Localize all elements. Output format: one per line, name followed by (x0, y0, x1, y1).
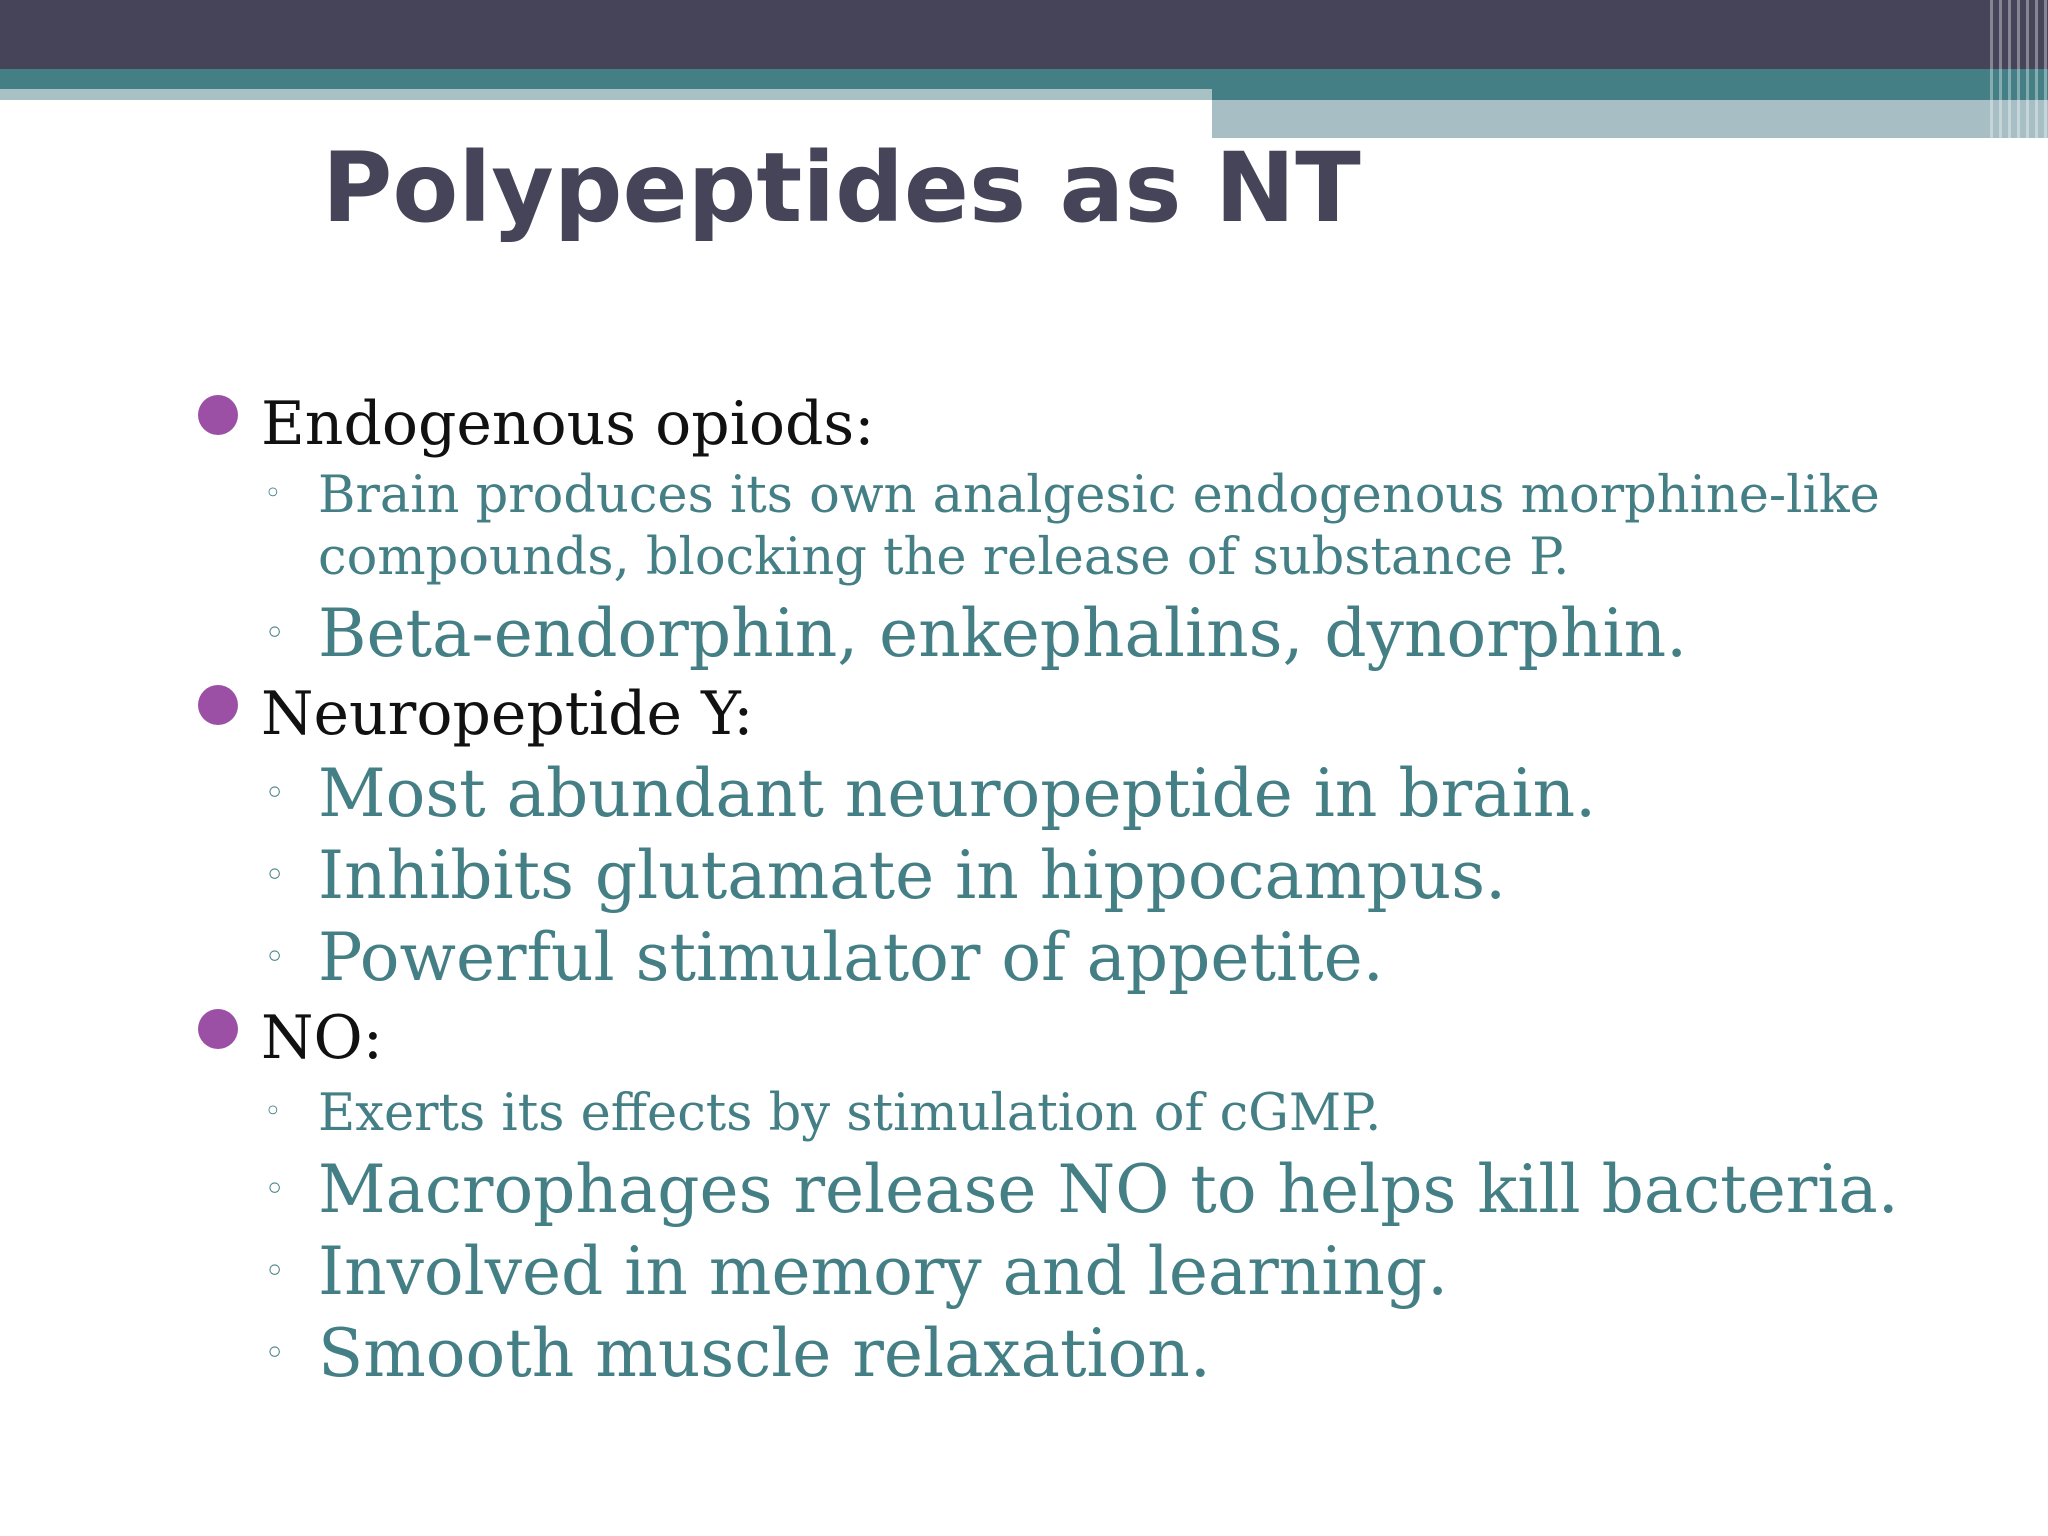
hollow-bullet-icon: ◦ (264, 1094, 282, 1129)
hollow-bullet-icon: ◦ (264, 773, 286, 814)
header-band-light-left (0, 89, 1212, 100)
sub-bullet-text: Involved in memory and learning. (318, 1233, 1449, 1310)
bullet-dot-icon (198, 685, 238, 725)
sub-bullet-text: Beta-endorphin, enkephalins, dynorphin. (318, 595, 1688, 672)
sub-bullet (196, 835, 1956, 917)
sub-bullet-text: Powerful stimulator of appetite. (318, 919, 1384, 996)
bullet-heading: Neuropeptide Y: (261, 679, 754, 749)
sub-bullet (196, 465, 1956, 589)
bullet-dot-icon (198, 1009, 238, 1049)
bullet-heading: Endogenous opiods: (261, 389, 875, 459)
sub-bullet-text: Most abundant neuropeptide in brain. (318, 755, 1597, 832)
bullet-neuropeptide-y (196, 675, 1956, 753)
header-edge-stripes (1984, 0, 2048, 138)
hollow-bullet-icon: ◦ (264, 1333, 286, 1374)
hollow-bullet-icon: ◦ (264, 937, 286, 978)
sub-bullet-text: Smooth muscle relaxation. (318, 1315, 1211, 1392)
sub-bullet-text: Macrophages release NO to helps kill bacteria. (318, 1151, 1899, 1228)
bullet-no (196, 999, 1956, 1077)
header-band-dark (0, 0, 2048, 69)
hollow-bullet-icon: ◦ (264, 1251, 286, 1292)
sub-bullet (196, 917, 1956, 999)
sub-bullet-text: Inhibits glutamate in hippocampus. (318, 837, 1507, 914)
bullet-endogenous-opiods (196, 385, 1956, 463)
sub-bullet (196, 1313, 1956, 1395)
sub-bullet (196, 593, 1956, 675)
hollow-bullet-icon: ◦ (264, 855, 286, 896)
slide-title: Polypeptides as NT (322, 132, 1361, 244)
hollow-bullet-icon: ◦ (264, 476, 282, 511)
hollow-bullet-icon: ◦ (264, 613, 286, 654)
bullet-list (196, 385, 1956, 1395)
sub-bullet (196, 1083, 1956, 1145)
bullet-dot-icon (198, 395, 238, 435)
sub-bullet-text: Exerts its effects by stimulation of cGMP. (318, 1084, 1382, 1143)
sub-bullet (196, 753, 1956, 835)
hollow-bullet-icon: ◦ (264, 1169, 286, 1210)
sub-bullet (196, 1149, 1956, 1231)
bullet-heading: NO: (261, 1003, 383, 1073)
sub-bullet (196, 1231, 1956, 1313)
sub-bullet-text: Brain produces its own analgesic endogenous morphine-like compounds, blocking the release of substance P. (318, 466, 1880, 587)
